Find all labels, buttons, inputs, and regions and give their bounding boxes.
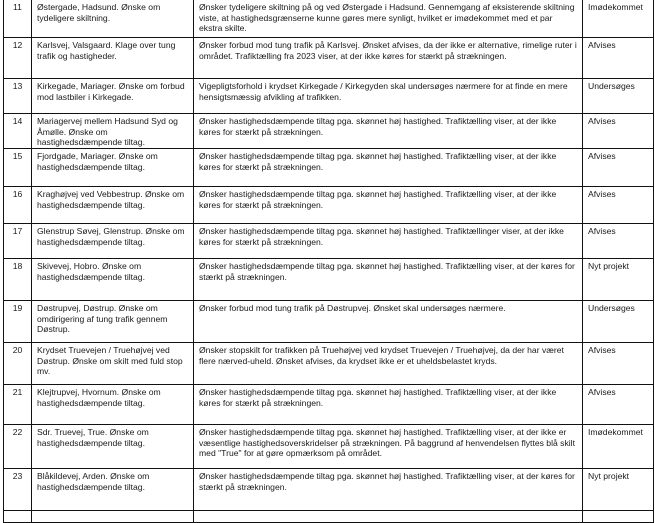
row-location: Døstrupvej, Døstrup. Ønske om omdirigering af tung trafik gennem Døstrup. <box>32 301 194 343</box>
row-status: Afvises <box>583 149 654 187</box>
row-number: 22 <box>4 425 32 469</box>
row-number: 23 <box>4 469 32 511</box>
row-location: Mariagervej mellem Hadsund Syd og Åmølle. Ønske om hastighedsdæmpende tiltag. <box>32 114 194 149</box>
table-row <box>4 38 654 79</box>
row-response: Ønsker hastighedsdæmpende tiltag pga. skønnet høj hastighed. Trafiktællinger viser, at der ikke køres for stærkt på strækningen. <box>194 224 583 259</box>
row-response: Vigepligtsforhold i krydset Kirkegade / Kirkegyden skal undersøges nærmere for at finde en mere hensigtsmæssig afvikling af trafikken. <box>194 79 583 114</box>
row-location: Kirkegade, Mariager. Ønske om forbud mod lastbiler i Kirkegade. <box>32 79 194 114</box>
row-response: Ønsker hastighedsdæmpende tiltag pga. skønnet høj hastighed. Trafiktælling viser, at der ikke er væsentlige hastighedsoverskridelser på strækningen. På baggrund af henvendelsen flyttes blå skilt med "True" for at gøre opmærksom på området. <box>194 425 583 469</box>
row-number: 12 <box>4 38 32 79</box>
row-location: Sdr. Truevej, True. Ønske om hastighedsdæmpende tiltag. <box>32 425 194 469</box>
row-number: 16 <box>4 187 32 224</box>
row-status: Nyt projekt <box>583 469 654 511</box>
row-response: Ønsker hastighedsdæmpende tiltag pga. skønnet høj hastighed. Trafiktælling viser, at der ikke køres for stærkt på strækningen. <box>194 187 583 224</box>
table-row <box>4 0 654 38</box>
table-body <box>4 0 654 523</box>
row-number: 21 <box>4 385 32 425</box>
row-number: 13 <box>4 79 32 114</box>
row-location: Glenstrup Søvej, Glenstrup. Ønske om hastighedsdæmpende tiltag. <box>32 224 194 259</box>
row-response: Ønsker tydeligere skiltning på og ved Østergade i Hadsund. Gennemgang af eksisterende skiltning viste, at hastighedsgrænserne kunne gøres mere synligt, hvilket er imødekommet med et par ekstra skilte. <box>194 0 583 38</box>
row-location: Østergade, Hadsund. Ønske om tydeligere skiltning. <box>32 0 194 38</box>
row-response: Ønsker hastighedsdæmpende tiltag pga. skønnet høj hastighed. Trafiktælling viser, at der ikke køres for stærkt på strækningen. <box>194 385 583 425</box>
row-status: Afvises <box>583 343 654 385</box>
row-location: Skivevej, Hobro. Ønske om hastighedsdæmpende tiltag. <box>32 259 194 301</box>
row-number: 15 <box>4 149 32 187</box>
row-number: 14 <box>4 114 32 149</box>
row-number: 19 <box>4 301 32 343</box>
table-row <box>4 79 654 114</box>
table-row-partial <box>4 511 654 523</box>
row-location: Karlsvej, Valsgaard. Klage over tung trafik og hastigheder. <box>32 38 194 79</box>
row-status <box>583 511 654 523</box>
row-response: Ønsker hastighedsdæmpende tiltag pga. skønnet høj hastighed. Trafiktælling viser, at der køres for stærkt på strækningen. <box>194 259 583 301</box>
row-response: Ønsker forbud mod tung trafik på Døstrupvej. Ønsket skal undersøges nærmere. <box>194 301 583 343</box>
row-location: Blåkildevej, Arden. Ønske om hastighedsdæmpende tiltag. <box>32 469 194 511</box>
row-location: Kraghøjvej ved Vebbestrup. Ønske om hastighedsdæmpende tiltag. <box>32 187 194 224</box>
row-response: Ønsker hastighedsdæmpende tiltag pga. skønnet høj hastighed. Trafiktælling viser, at der ikke køres for stærkt på strækningen. <box>194 114 583 149</box>
row-number: 18 <box>4 259 32 301</box>
table-row <box>4 114 654 149</box>
table-row <box>4 469 654 511</box>
table-row <box>4 149 654 187</box>
table-row <box>4 343 654 385</box>
row-location: Klejtrupvej, Hvornum. Ønske om hastighedsdæmpende tiltag. <box>32 385 194 425</box>
row-response: Ønsker hastighedsdæmpende tiltag pga. skønnet høj hastighed. Trafiktælling viser, at der køres for stærkt på strækningen. <box>194 469 583 511</box>
row-location <box>32 511 194 523</box>
row-status: Imødekommet <box>583 0 654 38</box>
row-number <box>4 511 32 523</box>
row-location: Fjordgade, Mariager. Ønske om hastighedsdæmpende tiltag. <box>32 149 194 187</box>
row-status: Undersøges <box>583 301 654 343</box>
row-number: 20 <box>4 343 32 385</box>
table-row <box>4 187 654 224</box>
row-response: Ønsker stopskilt for trafikken på Truehøjvej ved krydset Truevejen / Truehøjvej, da der har været flere nærved-uheld. Ønsket afvises, da krydset ikke er et uheldsbelastet kryds. <box>194 343 583 385</box>
table-row <box>4 425 654 469</box>
row-status: Afvises <box>583 114 654 149</box>
table-row <box>4 385 654 425</box>
row-status: Imødekommet <box>583 425 654 469</box>
row-status: Nyt projekt <box>583 259 654 301</box>
row-status: Undersøges <box>583 79 654 114</box>
table-row <box>4 259 654 301</box>
row-number: 17 <box>4 224 32 259</box>
table-row <box>4 301 654 343</box>
table-row <box>4 224 654 259</box>
row-status: Afvises <box>583 385 654 425</box>
row-response: Ønsker hastighedsdæmpende tiltag pga. skønnet høj hastighed. Trafiktælling viser, at der ikke køres for stærkt på strækningen. <box>194 149 583 187</box>
row-number: 11 <box>4 0 32 38</box>
row-response <box>194 511 583 523</box>
row-response: Ønsker forbud mod tung trafik på Karlsvej. Ønsket afvises, da der ikke er alternative, rimelige ruter i området. Trafiktælling fra 2023 viser, at der ikke køres for stærkt på strækningen. <box>194 38 583 79</box>
row-status: Afvises <box>583 38 654 79</box>
row-status: Afvises <box>583 187 654 224</box>
row-status: Afvises <box>583 224 654 259</box>
row-location: Krydset Truevejen / Truehøjvej ved Døstrup. Ønske om skilt med fuld stop mv. <box>32 343 194 385</box>
requests-table <box>3 0 654 523</box>
